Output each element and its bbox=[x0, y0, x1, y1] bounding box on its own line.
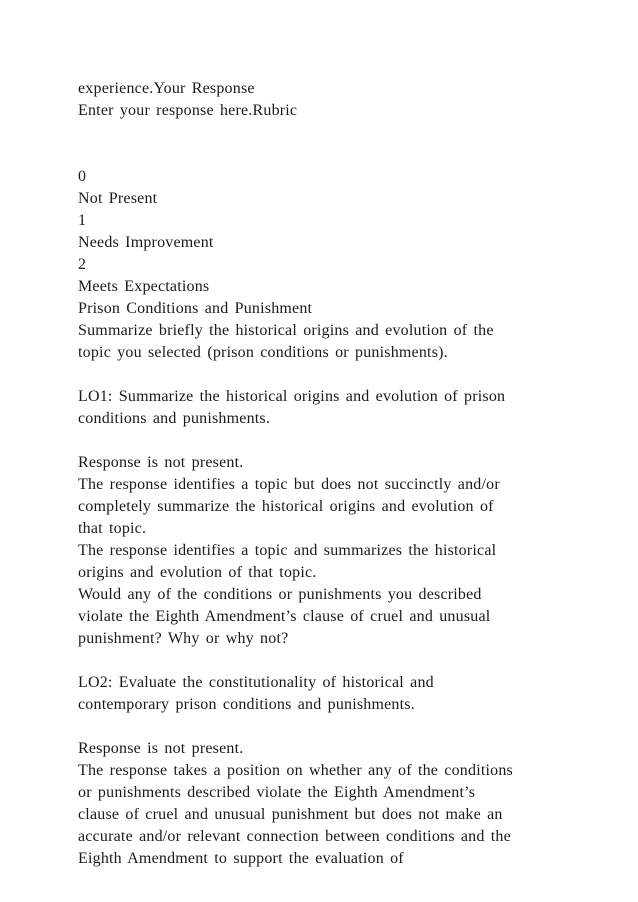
text-line: contemporary prison conditions and punishments. bbox=[78, 696, 415, 713]
rubric-score-0: 0 bbox=[78, 168, 87, 185]
text-line: Summarize briefly the historical origins and evolution of the bbox=[78, 322, 494, 339]
text-line: origins and evolution of that topic. bbox=[78, 564, 317, 581]
text-line: Response is not present. bbox=[78, 740, 244, 757]
criterion-title: Prison Conditions and Punishment bbox=[78, 300, 313, 317]
text-line: or punishments described violate the Eighth Amendment’s bbox=[78, 784, 476, 801]
text-line: conditions and punishments. bbox=[78, 410, 271, 427]
text-line: clause of cruel and unusual punishment but does not make an bbox=[78, 806, 503, 823]
rubric-score-2: 2 bbox=[78, 256, 87, 273]
text-line: The response identifies a topic but does not succinctly and/or bbox=[78, 476, 500, 493]
text-line: Enter your response here.Rubric bbox=[78, 102, 298, 119]
text-line: Eighth Amendment to support the evaluation of bbox=[78, 850, 404, 867]
text-line: punishment? Why or why not? bbox=[78, 630, 289, 647]
text-line: violate the Eighth Amendment’s clause of cruel and unusual bbox=[78, 608, 491, 625]
learning-objective-lo2: LO2: Evaluate the constitutionality of historical and bbox=[78, 674, 434, 691]
text-line: Response is not present. bbox=[78, 454, 244, 471]
rubric-label-needs-improvement: Needs Improvement bbox=[78, 234, 214, 251]
text-line: The response identifies a topic and summarizes the historical bbox=[78, 542, 497, 559]
text-line: Would any of the conditions or punishments you described bbox=[78, 586, 482, 603]
rubric-label-not-present: Not Present bbox=[78, 190, 158, 207]
rubric-label-meets-expectations: Meets Expectations bbox=[78, 278, 210, 295]
text-line: The response takes a position on whether any of the conditions bbox=[78, 762, 513, 779]
text-line: accurate and/or relevant connection between conditions and the bbox=[78, 828, 511, 845]
text-line: completely summarize the historical origins and evolution of bbox=[78, 498, 494, 515]
text-line: topic you selected (prison conditions or punishments). bbox=[78, 344, 448, 361]
rubric-score-1: 1 bbox=[78, 212, 87, 229]
text-line: experience.Your Response bbox=[78, 80, 255, 97]
text-line: that topic. bbox=[78, 520, 147, 537]
learning-objective-lo1: LO1: Summarize the historical origins and evolution of prison bbox=[78, 388, 506, 405]
